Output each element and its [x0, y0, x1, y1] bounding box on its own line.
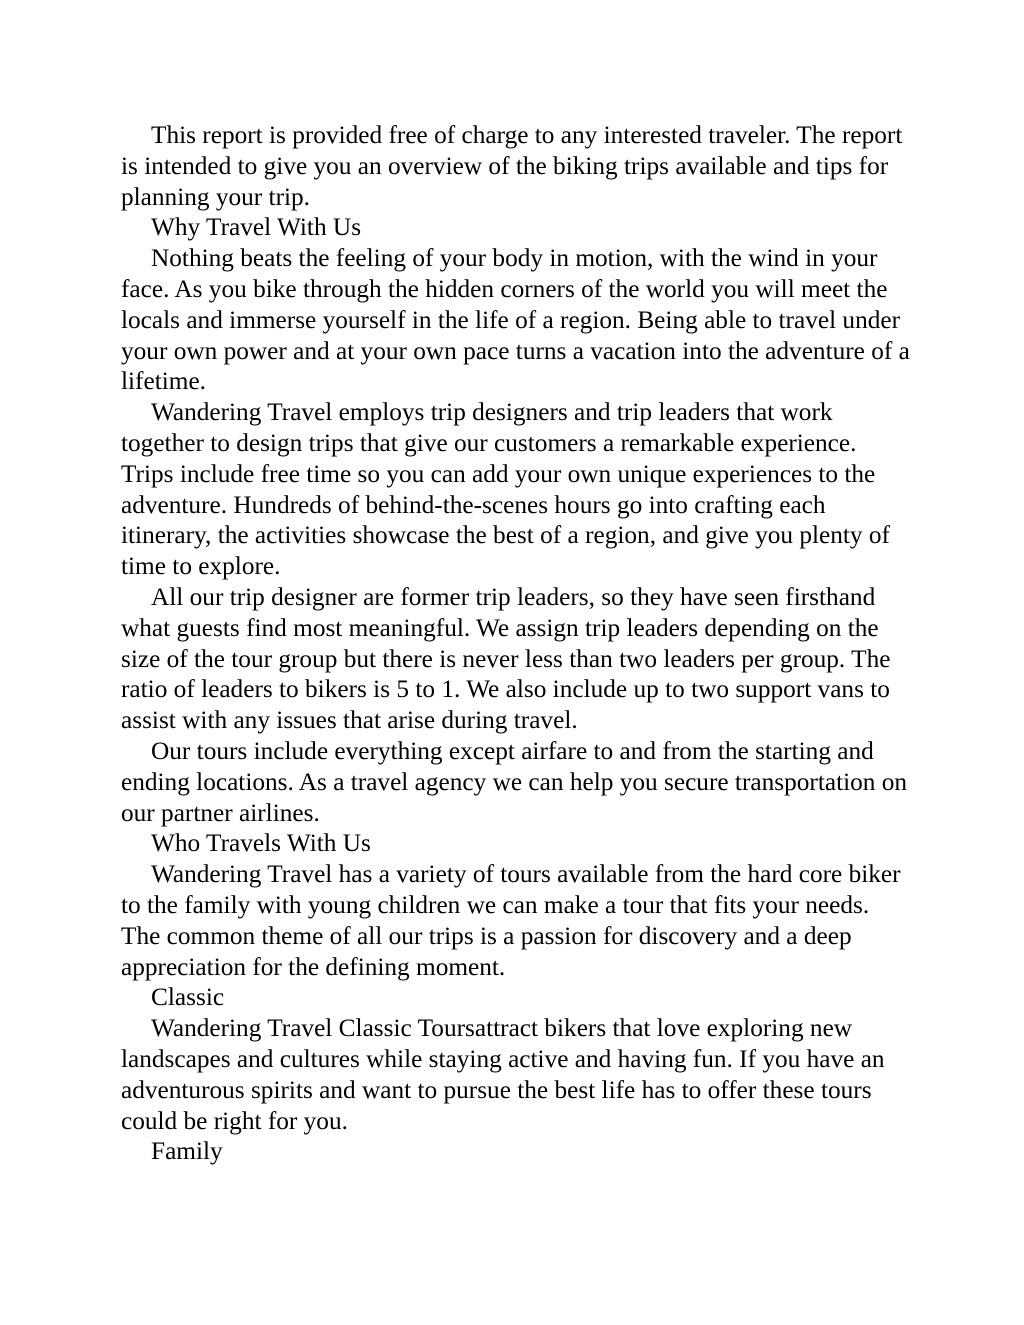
heading-why-travel-with-us: Why Travel With Us — [151, 213, 362, 242]
heading-family: Family — [151, 1137, 223, 1166]
body-paragraph: All our trip designer are former trip leaders, so they have seen firsthand what guests find most meaningful. We assign trip leaders depending on the size of the tour group but there is never less than two leaders per group. The ratio of leaders to bikers is 5 to 1. We also include up to two support vans to assist with any issues that arise during travel. — [121, 582, 891, 735]
heading-classic: Classic — [151, 983, 225, 1012]
body-paragraph: Our tours include everything except airfare to and from the starting and ending locations. As a travel agency we can help you secure transportation on our partner airlines. — [121, 736, 908, 827]
intro-paragraph: This report is provided free of charge to any interested traveler. The report is intended to give you an overview of the biking trips available and tips for planning your trip. — [121, 121, 903, 211]
body-paragraph: Wandering Travel has a variety of tours available from the hard core biker to the family with young children we can make a tour that fits your needs. The common theme of all our trips is a passion for discovery and a deep appreciation for the defining moment. — [121, 860, 901, 981]
body-paragraph: Nothing beats the feeling of your body in motion, with the wind in your face. As you bike through the hidden corners of the world you will meet the locals and immerse yourself in the life of a region. Being able to travel under your own power and at your own pace turns a vacation into the adventure of a lifetime. — [121, 244, 910, 396]
heading-who-travels-with-us: Who Travels With Us — [151, 829, 371, 858]
body-paragraph: Wandering Travel Classic Toursattract bikers that love exploring new landscapes and cultures while staying active and having fun. If you have an adventurous spirits and want to pursue the best life has to offer these tours could be right for you. — [121, 1014, 885, 1135]
document-body — [121, 120, 911, 1167]
body-paragraph: Wandering Travel employs trip designers and trip leaders that work together to design trips that give our customers a remarkable experience. Trips include free time so you can add your own unique experiences to the adventure. Hundreds of behind-the-scenes hours go into crafting each itinerary, the activities showcase the best of a region, and give you plenty of time to explore. — [121, 398, 890, 581]
